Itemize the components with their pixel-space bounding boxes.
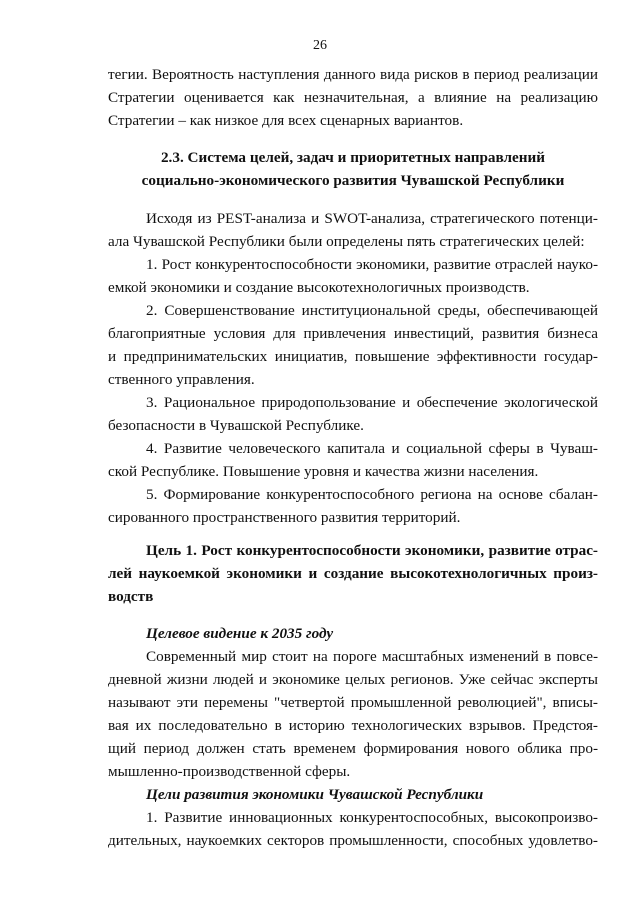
heading-line: 2.3. Система целей, задач и приоритетных направлений bbox=[160, 149, 546, 166]
text-line: дневной жизни людей и экономике целых регионов. Уже сейчас эксперты bbox=[108, 671, 598, 688]
list-item bbox=[108, 253, 598, 299]
text-line: ской Республике. Повышение уровня и качества жизни населения. bbox=[108, 463, 539, 480]
text-line: Исходя из PEST-анализа и SWOT-анализа, стратегического потенци- bbox=[146, 210, 598, 227]
vision-heading bbox=[108, 622, 598, 645]
text-line: вая их последовательно в историю технологических взрывов. Предстоя- bbox=[108, 717, 598, 734]
heading-line: лей наукоемкой экономики и создание высокотехнологичных произ- bbox=[108, 565, 598, 582]
section-intro-paragraph bbox=[108, 207, 598, 253]
text-line: щий период должен стать временем формирования нового облика про- bbox=[108, 740, 598, 757]
text-line: Стратегии – как низкое для всех сценарных вариантов. bbox=[108, 112, 464, 129]
list-item bbox=[108, 483, 598, 529]
text-line: Современный мир стоит на пороге масштабных изменений в повсе- bbox=[146, 648, 598, 665]
heading-line: Цели развития экономики Чувашской Республики bbox=[146, 786, 484, 803]
text-line: и предпринимательских инициатив, повышение эффективности государ- bbox=[108, 348, 598, 365]
text-line: Стратегии оценивается как незначительная, а влияние на реализацию bbox=[108, 89, 598, 106]
text-line: ственного управления. bbox=[108, 371, 255, 388]
list-item bbox=[108, 391, 598, 437]
heading-line: водств bbox=[108, 588, 154, 605]
list-item bbox=[108, 299, 598, 391]
text-line: 3. Рациональное природопользование и обеспечение экологической bbox=[146, 394, 598, 411]
list-item bbox=[108, 437, 598, 483]
goal1-heading bbox=[108, 539, 598, 608]
vision-paragraph bbox=[108, 645, 598, 783]
text-line: называют эти перемены "четвертой промышленной революцией", вписы- bbox=[108, 694, 598, 711]
text-line: 2. Совершенствование институциональной среды, обеспечивающей bbox=[146, 302, 598, 319]
text-line: емкой экономики и создание высокотехнологичных производств. bbox=[108, 279, 530, 296]
text-line: 5. Формирование конкурентоспособного региона на основе сбалан- bbox=[146, 486, 598, 503]
goals-list bbox=[108, 253, 598, 529]
text-line: мышленно-производственной сферы. bbox=[108, 763, 351, 780]
text-line: тегии. Вероятность наступления данного вида рисков в период реализации bbox=[108, 66, 598, 83]
text-line: 1. Развитие инновационных конкурентоспособных, высокопроизво- bbox=[146, 809, 598, 826]
intro-paragraph bbox=[108, 63, 598, 132]
heading-line: Цель 1. Рост конкурентоспособности экономики, развитие отрас- bbox=[146, 542, 598, 559]
economy-goals-paragraph bbox=[108, 806, 598, 852]
text-line: благоприятные условия для привлечения инвестиций, развития бизнеса bbox=[108, 325, 598, 342]
economy-goals-heading bbox=[108, 783, 598, 806]
heading-line: социально-экономического развития Чувашской Республики bbox=[141, 172, 565, 189]
text-line: безопасности в Чувашской Республике. bbox=[108, 417, 364, 434]
heading-line: Целевое видение к 2035 году bbox=[146, 625, 334, 642]
text-line: 1. Рост конкурентоспособности экономики, развитие отраслей науко- bbox=[146, 256, 598, 273]
text-line: дительных, наукоемких секторов промышленности, способных удовлетво- bbox=[108, 832, 598, 849]
text-line: 4. Развитие человеческого капитала и социальной сферы в Чуваш- bbox=[146, 440, 598, 457]
page-number: 26 bbox=[313, 38, 327, 53]
text-line: ала Чувашской Республики были определены пять стратегических целей: bbox=[108, 233, 585, 250]
text-line: сированного пространственного развития территорий. bbox=[108, 509, 461, 526]
section-heading bbox=[108, 146, 598, 192]
